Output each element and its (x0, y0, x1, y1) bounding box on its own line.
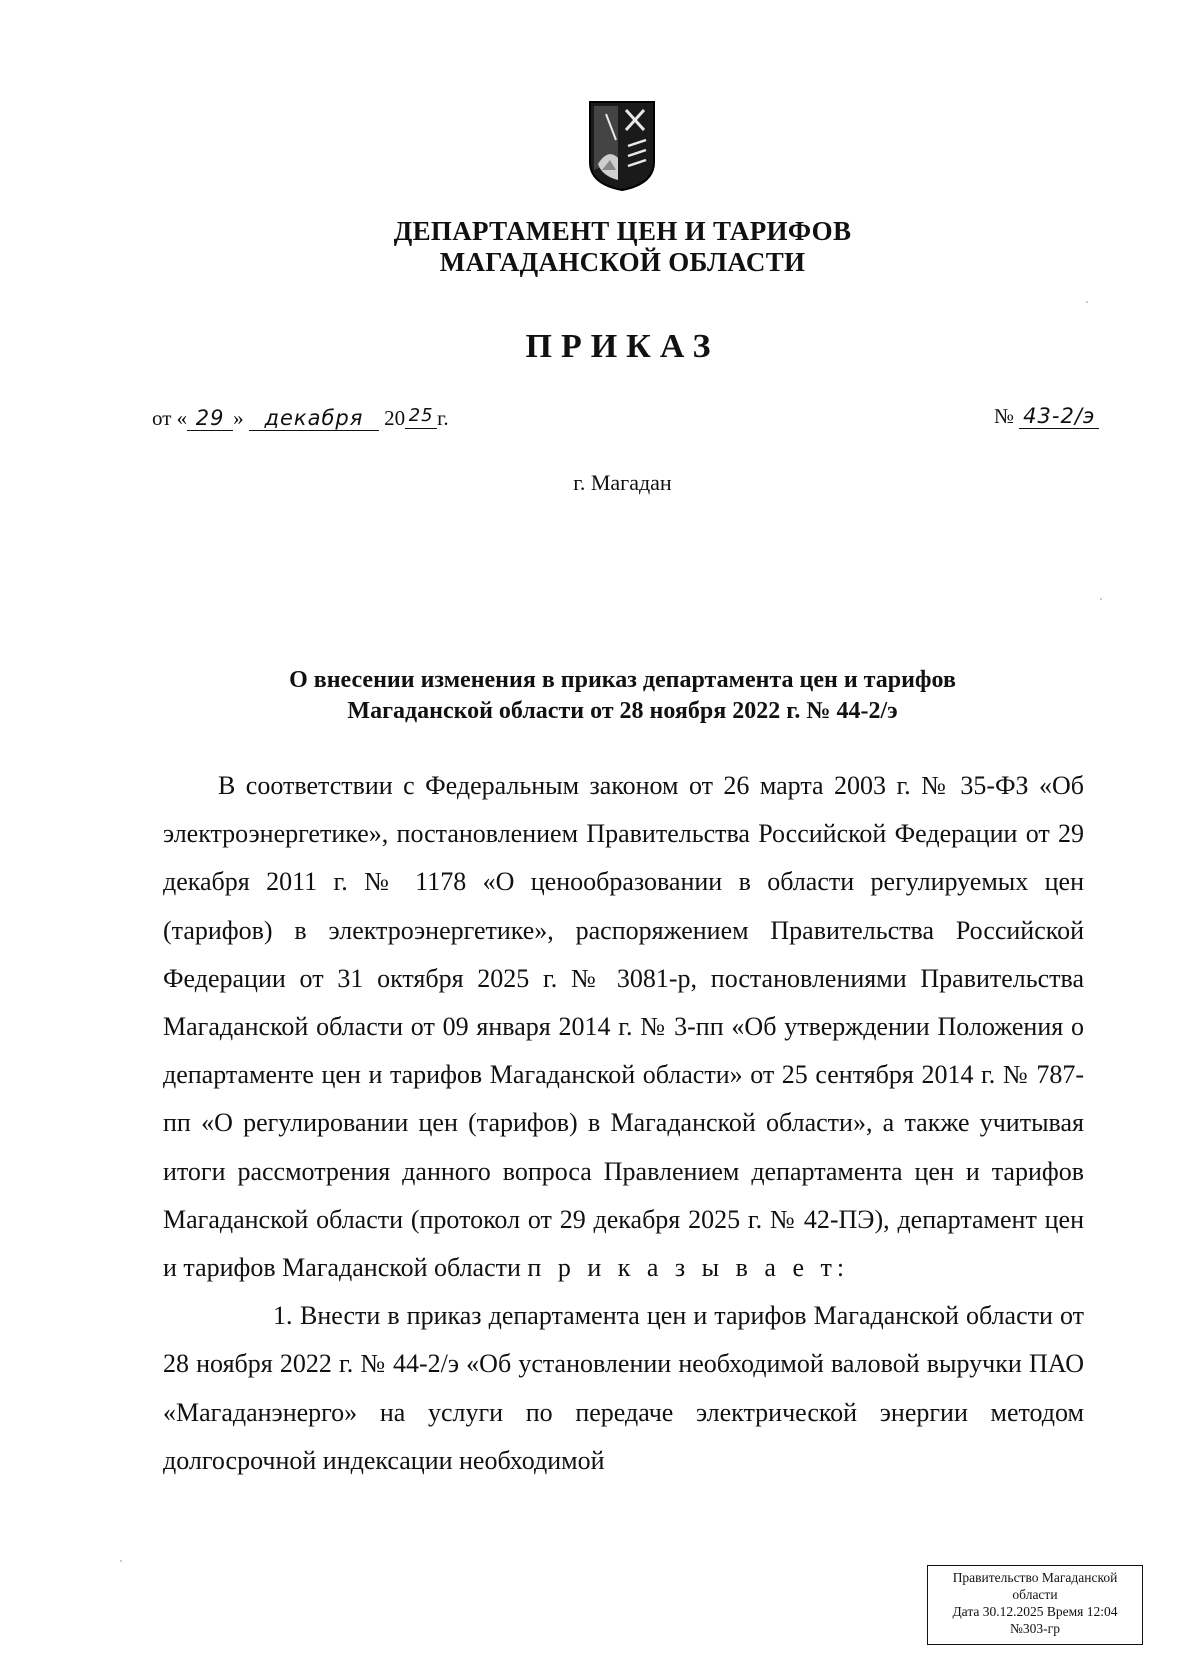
order-number (994, 404, 1099, 429)
date-day: 29 (187, 406, 233, 431)
item-1-text: Внести в приказ департамента цен и тарифов Магаданской области от 28 ноября 2022 г. № 44-2/э «Об установлении необходимой валовой выручки ПАО «Магаданэнерго» на услуги по передаче электрической энергии методом долгосрочной индексации необходимой (163, 1301, 1084, 1475)
date-mid: » (233, 406, 244, 430)
date-suffix: г. (437, 406, 449, 430)
department-name (0, 216, 1200, 278)
stamp-line-2: области (1012, 1587, 1058, 1602)
department-line-2: МАГАДАНСКОЙ ОБЛАСТИ (439, 247, 806, 277)
date-prefix: от « (152, 406, 188, 430)
scan-speck (120, 1560, 122, 1562)
number-value: 43-2/э (1019, 404, 1099, 429)
subject-line-2: Магаданской области от 28 ноября 2022 г. № 44-2/э (347, 698, 898, 724)
item-1-number: 1. (273, 1301, 293, 1331)
date-year-prefix: 20 (384, 406, 406, 430)
date-year-suffix: 25 (405, 404, 437, 429)
stamp-line-4: №303-гр (1010, 1621, 1060, 1636)
preamble-text: В соответствии с Федеральным законом от 26 марта 2003 г. № 35-ФЗ «Об электроэнергетике», постановлением Правительства Российской Федерации от 29 декабря 2011 г. № 1178 «О ценообразовании в области регулируемых цен (тарифов) в электроэнергетике», распоряжением Правительства Российской Федерации от 31 октября 2025 г. № 3081-р, постановлениями Правительства Магаданской области от 09 января 2014 г. № 3-пп «Об утверждении Положения о департаменте цен и тарифов Магаданской области» от 25 сентября 2014 г. № 787-пп «О регулировании цен (тарифов) в Магаданской области», а также учитывая итоги рассмотрения данного вопроса Правлением департамента цен и тарифов Магаданской области (протокол от 29 декабря 2025 г. № 42-ПЭ), департамент цен и тарифов Магаданской области (163, 771, 1084, 1283)
date-month: декабря (249, 406, 379, 431)
department-line-1: ДЕПАРТАМЕНТ ЦЕН И ТАРИФОВ (393, 216, 852, 246)
stamp-line-3: Дата 30.12.2025 Время 12:04 (952, 1604, 1118, 1619)
item-1-paragraph (163, 1292, 1084, 1485)
city: г. Магадан (573, 470, 672, 495)
order-body (163, 762, 1084, 1485)
order-subject (160, 665, 1085, 727)
scan-speck (1086, 301, 1088, 303)
order-date (152, 404, 449, 431)
document-type-title: ПРИКАЗ (525, 328, 720, 365)
stamp-line-1: Правительство Магаданской (952, 1570, 1118, 1585)
preamble-paragraph (163, 762, 1084, 1292)
order-verb: п р и к а з ы в а е т: (527, 1253, 850, 1283)
subject-line-1: О внесении изменения в приказ департамента цен и тарифов (289, 667, 956, 693)
scan-speck (1100, 598, 1102, 600)
number-label: № (994, 404, 1015, 428)
registration-stamp (927, 1565, 1143, 1645)
coat-of-arms-icon (588, 100, 656, 192)
